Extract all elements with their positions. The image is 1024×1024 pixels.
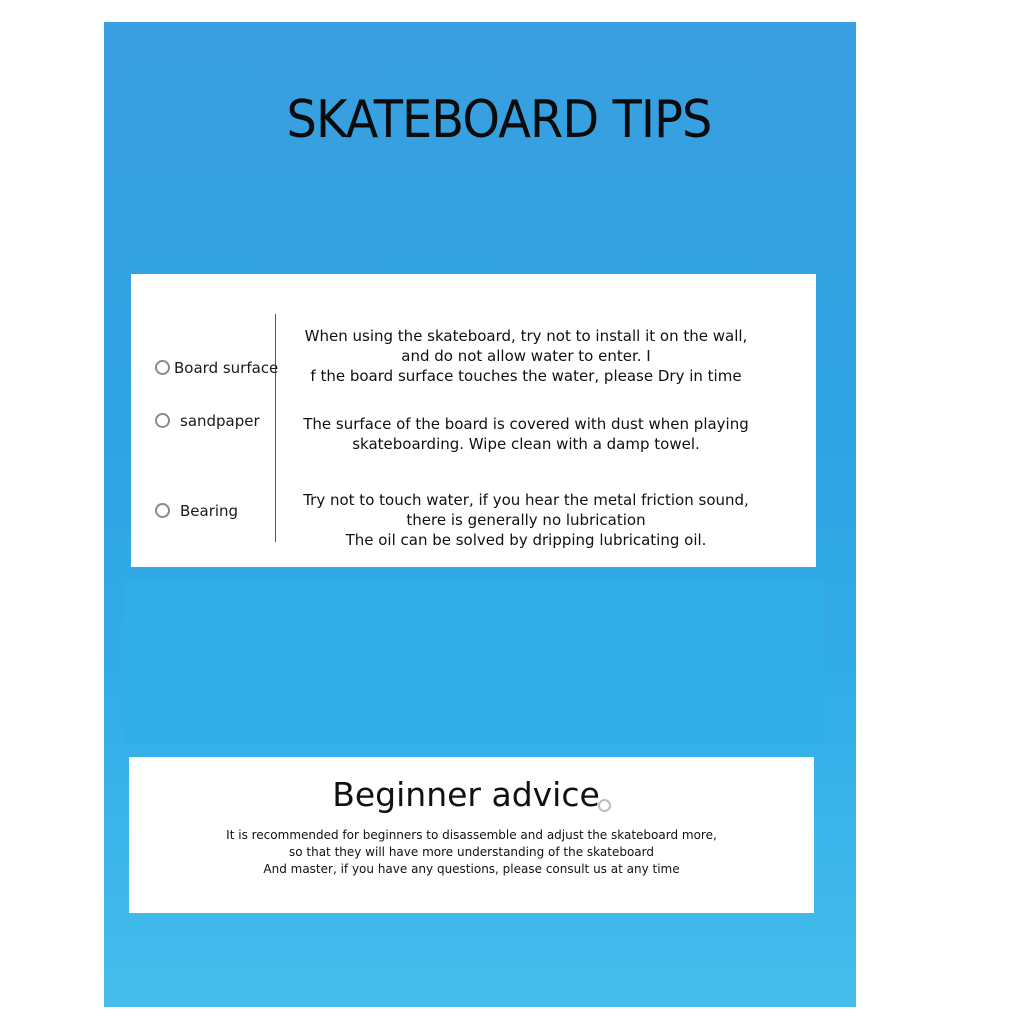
- tip-description-sandpaper: The surface of the board is covered with dust when playing skateboarding. Wipe clean with a damp towel.: [303, 415, 749, 453]
- tip-label-bearing: [155, 502, 238, 520]
- tip-label-text: Bearing: [180, 502, 239, 520]
- circle-bullet-icon: [155, 413, 170, 428]
- accent-block: [124, 580, 824, 744]
- circle-bullet-icon: [155, 360, 170, 375]
- divider: [275, 314, 276, 542]
- tip-description-bearing: Try not to touch water, if you hear the metal friction sound, there is generally no lubrication The oil can be solved by dripping lubricating oil.: [303, 491, 749, 549]
- tips-card: [131, 274, 816, 567]
- advice-title: [129, 775, 814, 814]
- tip-label-text: sandpaper: [180, 412, 260, 430]
- tip-description-board-surface: When using the skateboard, try not to install it on the wall, and do not allow water to enter. I f the board surface touches the water, please Dry in time: [304, 327, 748, 385]
- circle-bullet-icon: [155, 503, 170, 518]
- advice-card: [129, 757, 814, 913]
- circle-bullet-icon: [598, 799, 611, 812]
- advice-text: It is recommended for beginners to disassemble and adjust the skateboard more, so that they will have more understanding of the skateboard And master, if you have any questions, please consult us at any time: [226, 828, 717, 876]
- tip-label-text: Board surface: [174, 359, 279, 377]
- page-title: SKATEBOARD TIPS: [286, 90, 712, 150]
- tip-label-sandpaper: [155, 412, 260, 430]
- poster: [104, 22, 856, 1007]
- tip-label-board-surface: [155, 359, 278, 377]
- advice-title-text: Beginner advice: [332, 775, 600, 814]
